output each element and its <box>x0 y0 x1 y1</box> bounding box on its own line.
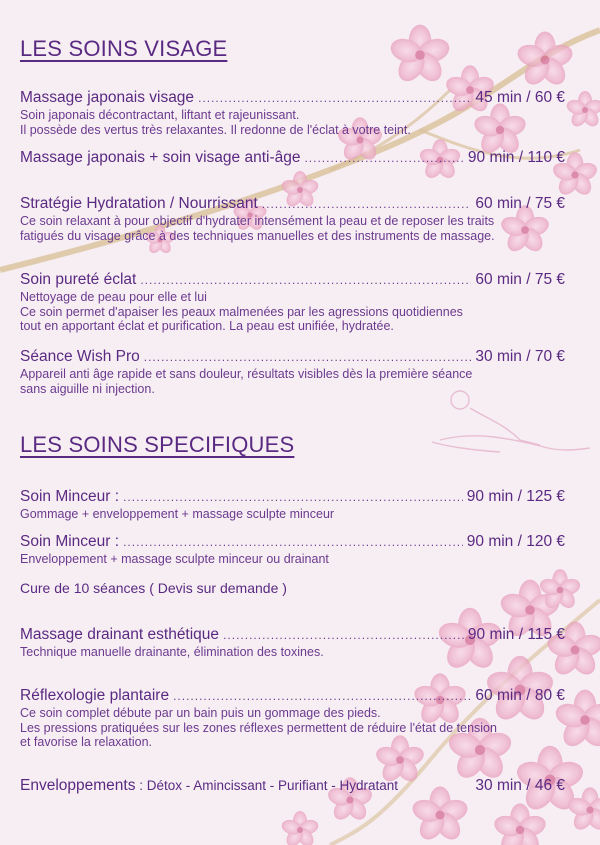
section-title-specifiques: LES SOINS SPECIFIQUES <box>20 432 295 457</box>
dot-leader <box>223 626 464 644</box>
service-description: Nettoyage de peau pour elle et lui Ce soin permet d'apaiser les peaux malmenées par les agressions quotidiennes tout en apportant éclat et purification. La peau est unifiée, hydratée. <box>20 290 463 333</box>
service-price: 30 min / 46 € <box>475 777 565 794</box>
service-name: Enveloppements : Détox - Amincissant - Purifiant - Hydratant <box>20 777 399 794</box>
dot-leader <box>123 488 463 506</box>
service-item <box>20 149 565 167</box>
service-item <box>20 271 565 334</box>
service-item <box>20 89 565 137</box>
service-name: Massage japonais visage <box>20 89 195 106</box>
service-item <box>20 687 565 750</box>
service-description: Ce soin complet débute par un bain puis un gommage des pieds. Les pressions pratiquées sur les zones réflexes permettent de réduire l'état de tension et favorise la relaxation. <box>20 706 497 749</box>
service-description: Soin japonais décontractant, liftant et rajeunissant. Il possède des vertus très relaxantes. Il redonne de l'éclat à votre teint. <box>20 108 411 137</box>
service-price: 60 min / 75 € <box>475 195 565 212</box>
service-price: 90 min / 115 € <box>467 626 565 643</box>
section-title-visage: LES SOINS VISAGE <box>20 36 228 61</box>
service-item <box>20 195 565 243</box>
service-price: 60 min / 80 € <box>475 687 565 704</box>
service-description: Appareil anti âge rapide et sans douleur, résultats visibles dès la première séance sans aiguille ni injection. <box>20 367 473 396</box>
service-price: 90 min / 120 € <box>466 533 565 550</box>
service-name: Stratégie Hydratation / Nourrissant <box>20 195 258 212</box>
service-name: Massage drainant esthétique <box>20 626 220 643</box>
dot-leader <box>173 687 471 705</box>
dot-leader <box>304 149 463 167</box>
service-price: 30 min / 70 € <box>475 348 565 365</box>
cure-note: Cure de 10 séances ( Devis sur demande ) <box>20 580 287 596</box>
service-item <box>20 348 565 396</box>
dot-leader <box>144 348 472 366</box>
service-item-enveloppements <box>20 777 565 795</box>
service-name: Séance Wish Pro <box>20 348 140 365</box>
service-description: Enveloppement + massage sculpte minceur ou drainant <box>20 552 329 566</box>
service-name: Massage japonais + soin visage anti-âge <box>20 149 301 166</box>
service-description: Technique manuelle drainante, élimination des toxines. <box>20 645 324 659</box>
service-item <box>20 488 565 522</box>
dot-leader <box>198 89 471 107</box>
service-price: 90 min / 125 € <box>466 488 565 505</box>
dot-leader <box>140 271 471 289</box>
dot-leader <box>262 195 472 213</box>
service-item <box>20 626 565 660</box>
service-price: 60 min / 75 € <box>475 271 565 288</box>
service-description: Gommage + enveloppement + massage sculpte minceur <box>20 507 335 521</box>
service-name: Réflexologie plantaire <box>20 687 170 704</box>
service-name: Soin Minceur : <box>20 488 120 505</box>
service-price: 45 min / 60 € <box>475 89 565 106</box>
service-item <box>20 533 565 567</box>
dot-leader <box>123 533 463 551</box>
service-name: Soin Minceur : <box>20 533 120 550</box>
service-name: Soin pureté éclat <box>20 271 137 288</box>
service-price: 90 min / 110 € <box>467 149 565 166</box>
service-variants: : Détox - Amincissant - Purifiant - Hydratant <box>135 778 399 793</box>
service-description: Ce soin relaxant à pour objectif d'hydrater intensément la peau et de reposer les traits fatigués du visage grâce à des techniques manuelles et des instruments de massage. <box>20 214 495 243</box>
